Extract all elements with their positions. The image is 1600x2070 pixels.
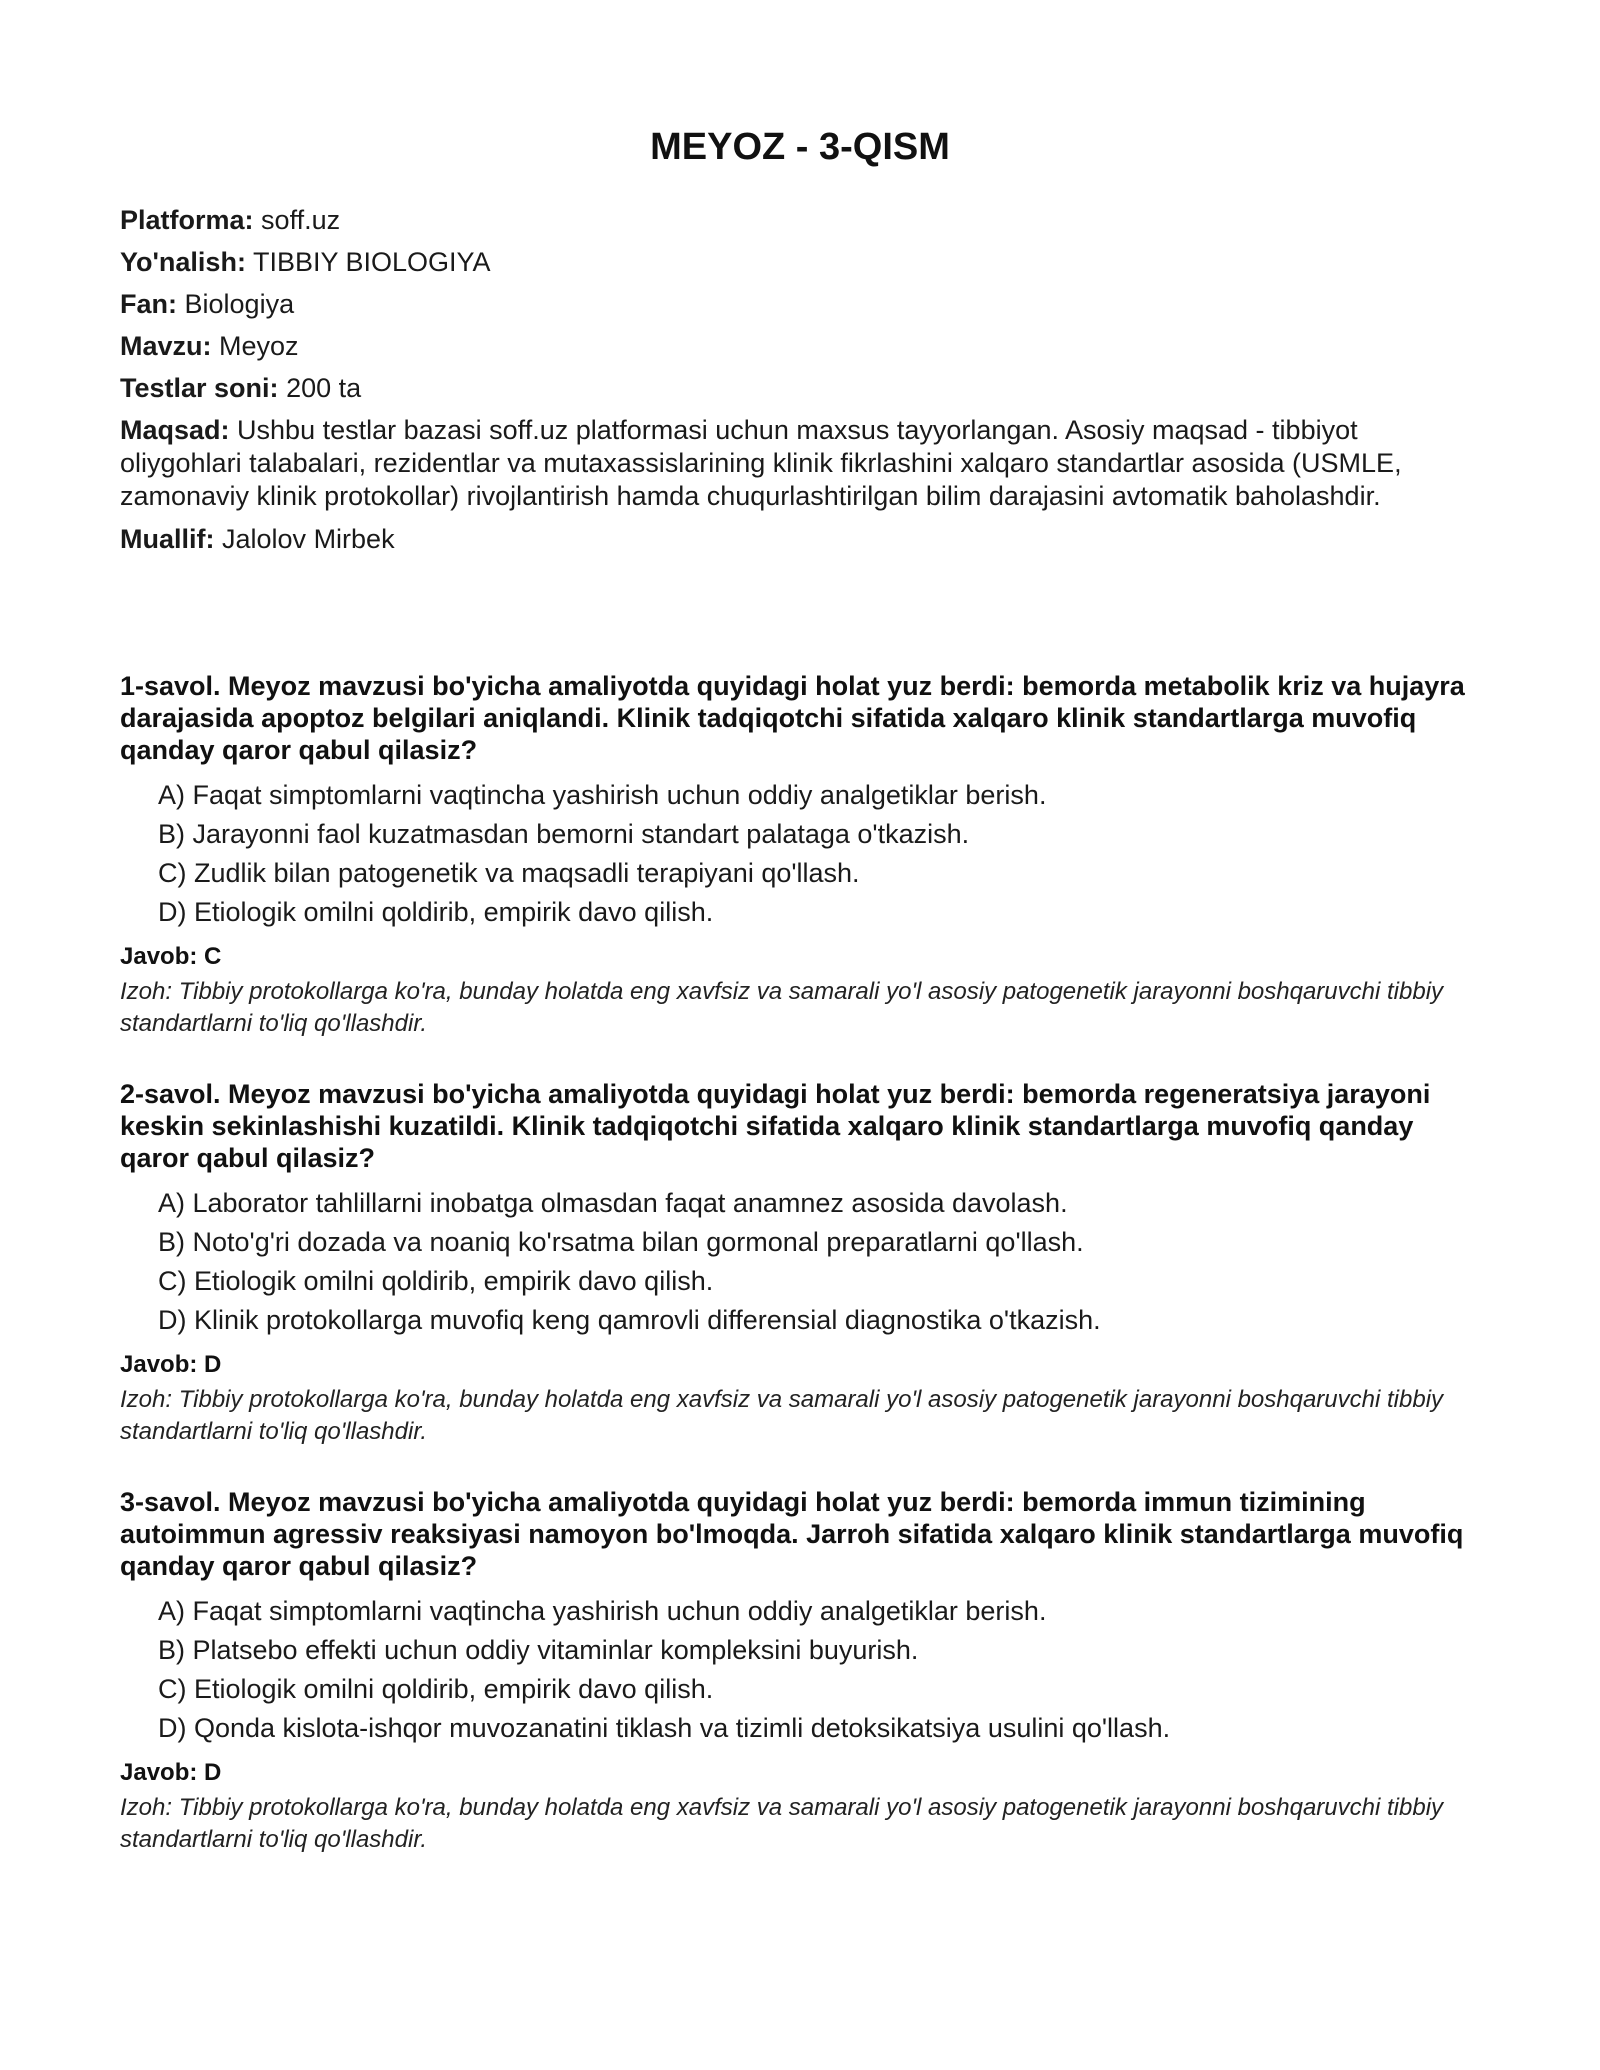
answer-option-b: B) Noto'g'ri dozada va noaniq ko'rsatma bilan gormonal preparatlarni qo'llash. bbox=[158, 1227, 1084, 1257]
question-text: 1-savol. Meyoz mavzusi bo'yicha amaliyotda quyidagi holat yuz berdi: bemorda metabolik kriz va hujayra darajasida apoptoz belgilari aniqlandi. Klinik tadqiqotchi sifatida xalqaro klinik standartlarga muvofiq qanday qaror qabul qilasiz? bbox=[120, 671, 1465, 765]
question-block bbox=[120, 1078, 1480, 1448]
meta-platform-label: Platforma: bbox=[120, 205, 254, 235]
correct-answer: Javob: D bbox=[120, 1759, 222, 1786]
answer-option-c: C) Etiologik omilni qoldirib, empirik davo qilish. bbox=[158, 1674, 714, 1704]
answer-option-a: A) Faqat simptomlarni vaqtincha yashirish uchun oddiy analgetiklar berish. bbox=[158, 780, 1047, 810]
answer-option-c: C) Etiologik omilni qoldirib, empirik davo qilish. bbox=[158, 1266, 714, 1296]
meta-goal-label: Maqsad: bbox=[120, 415, 230, 445]
meta-subject bbox=[120, 288, 1480, 321]
meta-author bbox=[120, 523, 1480, 556]
correct-answer: Javob: C bbox=[120, 943, 222, 970]
answer-option-d: D) Etiologik omilni qoldirib, empirik davo qilish. bbox=[158, 897, 714, 927]
meta-topic-value: Meyoz bbox=[219, 331, 299, 361]
correct-answer: Javob: D bbox=[120, 1351, 222, 1378]
meta-direction-value: TIBBIY BIOLOGIYA bbox=[252, 247, 491, 277]
meta-subject-value: Biologiya bbox=[184, 289, 295, 319]
question-block bbox=[120, 670, 1480, 1040]
answer-option-a: A) Faqat simptomlarni vaqtincha yashirish uchun oddiy analgetiklar berish. bbox=[158, 1596, 1047, 1626]
question-text: 3-savol. Meyoz mavzusi bo'yicha amaliyotda quyidagi holat yuz berdi: bemorda immun tizimining autoimmun agressiv reaksiyasi namoyon bo'lmoqda. Jarroh sifatida xalqaro klinik standartlarga muvofiq qanday qaror qabul qilasiz? bbox=[120, 1487, 1464, 1581]
meta-topic bbox=[120, 330, 1480, 363]
answer-explanation: Izoh: Tibbiy protokollarga ko'ra, bunday holatda eng xavfsiz va samarali yo'l asosiy patogenetik jarayonni boshqaruvchi tibbiy standartlarni to'liq qo'llashdir. bbox=[120, 1386, 1444, 1445]
meta-topic-label: Mavzu: bbox=[120, 331, 212, 361]
answer-option-d: D) Qonda kislota-ishqor muvozanatini tiklash va tizimli detoksikatsiya usulini qo'llash. bbox=[158, 1713, 1171, 1743]
answer-explanation: Izoh: Tibbiy protokollarga ko'ra, bunday holatda eng xavfsiz va samarali yo'l asosiy patogenetik jarayonni boshqaruvchi tibbiy standartlarni to'liq qo'llashdir. bbox=[120, 978, 1444, 1037]
meta-platform bbox=[120, 204, 1480, 237]
meta-goal-value: Ushbu testlar bazasi soff.uz platformasi uchun maxsus tayyorlangan. Asosiy maqsad - tibbiyot oliygohlari talabalari, rezidentlar va mutaxassislarining klinik fikrlashini xalqaro standartlar asosida (USMLE, zamonaviy klinik protokollar) rivojlantirish hamda chuqurlashtirilgan bilim darajasini avtomatik baholashdir. bbox=[120, 415, 1402, 511]
answer-option-d: D) Klinik protokollarga muvofiq keng qamrovli differensial diagnostika o'tkazish. bbox=[158, 1305, 1101, 1335]
question-text: 2-savol. Meyoz mavzusi bo'yicha amaliyotda quyidagi holat yuz berdi: bemorda regeneratsiya jarayoni keskin sekinlashishi kuzatildi. Klinik tadqiqotchi sifatida xalqaro klinik standartlarga muvofiq qanday qaror qabul qilasiz? bbox=[120, 1079, 1431, 1173]
meta-count bbox=[120, 372, 1480, 405]
meta-subject-label: Fan: bbox=[120, 289, 177, 319]
answer-explanation: Izoh: Tibbiy protokollarga ko'ra, bunday holatda eng xavfsiz va samarali yo'l asosiy patogenetik jarayonni boshqaruvchi tibbiy standartlarni to'liq qo'llashdir. bbox=[120, 1794, 1444, 1853]
meta-goal bbox=[120, 414, 1480, 513]
meta-author-value: Jalolov Mirbek bbox=[222, 524, 395, 554]
meta-direction-label: Yo'nalish: bbox=[120, 247, 246, 277]
meta-count-label: Testlar soni: bbox=[120, 373, 279, 403]
document-meta bbox=[120, 204, 1480, 556]
meta-author-label: Muallif: bbox=[120, 524, 215, 554]
meta-count-value: 200 ta bbox=[286, 373, 362, 403]
page-title: MEYOZ - 3-QISM bbox=[650, 126, 950, 168]
meta-direction bbox=[120, 246, 1480, 279]
meta-platform-value: soff.uz bbox=[261, 205, 341, 235]
question-block bbox=[120, 1486, 1480, 1856]
answer-option-b: B) Jarayonni faol kuzatmasdan bemorni standart palataga o'tkazish. bbox=[158, 819, 970, 849]
answer-option-b: B) Platsebo effekti uchun oddiy vitaminlar kompleksini buyurish. bbox=[158, 1635, 919, 1665]
answer-option-a: A) Laborator tahlillarni inobatga olmasdan faqat anamnez asosida davolash. bbox=[158, 1188, 1068, 1218]
answer-option-c: C) Zudlik bilan patogenetik va maqsadli terapiyani qo'llash. bbox=[158, 858, 860, 888]
